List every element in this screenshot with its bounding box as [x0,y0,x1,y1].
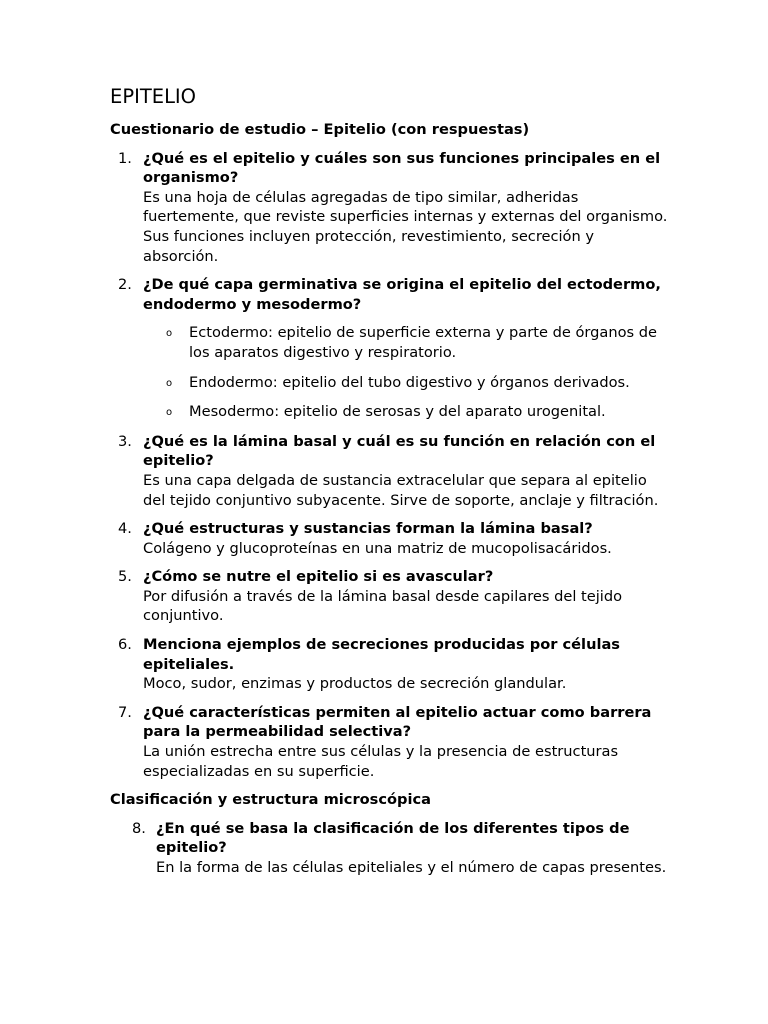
bullet-text: Mesodermo: epitelio de serosas y del aparato urogenital. [189,403,606,421]
answer-text: En la forma de las células epiteliales y el número de capas presentes. [156,859,667,876]
section-heading-classification: Clasificación y estructura microscópica [110,791,431,809]
answer-text: Moco, sudor, enzimas y productos de secreción glandular. [143,675,567,693]
question-number: 1. [118,149,132,167]
question-item [110,275,670,422]
question-number: 2. [118,276,132,294]
question-text: ¿Qué es la lámina basal y cuál es su función en relación con el epitelio? [143,432,656,470]
question-list [110,149,670,782]
list-item [143,402,670,422]
question-text: ¿De qué capa germinativa se origina el epitelio del ectodermo, endodermo y mesodermo? [143,276,661,313]
germ-layer-list [143,323,670,421]
question-number: 4. [118,520,132,538]
question-text: ¿Qué estructuras y sustancias forman la lámina basal? [143,520,593,538]
document-page [110,86,670,887]
bullet-text: Ectodermo: epitelio de superficie externa y parte de órganos de los aparatos digestivo y respiratorio. [189,324,657,361]
answer-text: Colágeno y glucoproteínas en una matriz de mucopolisacáridos. [143,539,612,557]
question-item [110,432,670,510]
question-number: 3. [118,432,132,450]
question-text: ¿Qué es el epitelio y cuáles son sus funciones principales en el organismo? [143,149,661,187]
question-item [110,635,670,694]
document-title: EPITELIO [110,85,197,108]
question-number: 6. [118,636,132,654]
question-number: 8. [132,819,146,837]
answer-text: Es una capa delgada de sustancia extracelular que separa al epitelio del tejido conjuntivo subyacente. Sirve de soporte, anclaje y filtración. [143,471,659,509]
bullet-text: Endodermo: epitelio del tubo digestivo y órganos derivados. [189,373,630,391]
question-number: 5. [118,568,132,586]
question-number: 7. [118,703,132,721]
question-item [110,567,670,626]
answer-text: Es una hoja de células agregadas de tipo similar, adheridas fuertemente, que reviste superficies internas y externas del organismo. Sus funciones incluyen protección, revestimiento, secreción y absorción. [143,188,668,265]
question-list-classification [110,819,670,878]
answer-text: La unión estrecha entre sus células y la presencia de estructuras especializadas en su superficie. [143,743,619,780]
bullet-icon: o [166,407,173,419]
question-item [110,519,670,558]
bullet-icon: o [166,328,173,340]
question-item [110,703,670,781]
answer-text: Por difusión a través de la lámina basal desde capilares del tejido conjuntivo. [143,587,623,625]
question-text: ¿Cómo se nutre el epitelio si es avascular? [143,568,494,586]
bullet-icon: o [166,377,173,389]
list-item [143,323,670,362]
question-item [110,149,670,267]
question-text: ¿En qué se basa la clasificación de los diferentes tipos de epitelio? [156,819,630,857]
question-text: ¿Qué características permiten al epitelio actuar como barrera para la permeabilidad selectiva? [143,703,652,741]
section-heading-questionnaire: Cuestionario de estudio – Epitelio (con respuestas) [110,121,530,138]
question-text: Menciona ejemplos de secreciones producidas por células epiteliales. [143,636,620,673]
list-item [143,373,670,393]
question-item [110,819,670,878]
